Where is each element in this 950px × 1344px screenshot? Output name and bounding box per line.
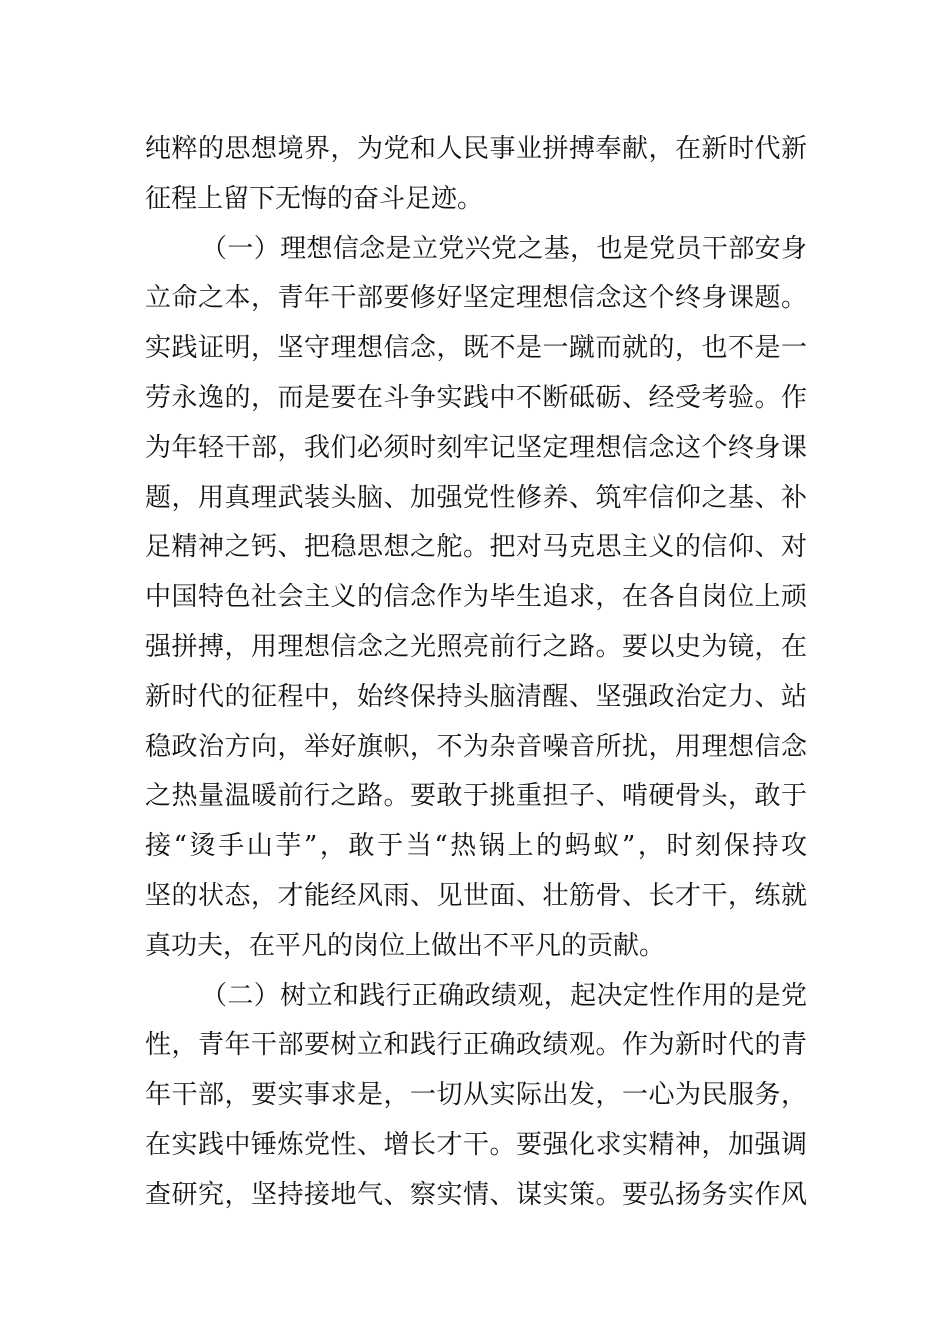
text-line: 在实践中锤炼党性、增长才干。要强化求实精神，加强调 — [145, 1129, 807, 1160]
text-line: 劳永逸的，而是要在斗争实践中不断砥砺、经受考验。作 — [145, 382, 807, 413]
text-line: 年干部，要实事求是，一切从实际出发，一心为民服务， — [145, 1080, 807, 1111]
text-line: 查研究，坚持接地气、察实情、谋实策。要弘扬务实作风 — [145, 1179, 807, 1210]
text-line: 性，青年干部要树立和践行正确政绩观。作为新时代的青 — [145, 1030, 807, 1061]
text-line: 为年轻干部，我们必须时刻牢记坚定理想信念这个终身课 — [145, 432, 807, 463]
text-line: 真功夫，在平凡的岗位上做出不平凡的贡献。 — [145, 930, 666, 961]
text-line: 纯粹的思想境界，为党和人民事业拼搏奉献，在新时代新 — [145, 134, 807, 164]
text-line: 立命之本，青年干部要修好坚定理想信念这个终身课题。 — [145, 283, 807, 314]
text-line: 征程上留下无悔的奋斗足迹。 — [145, 183, 484, 214]
paragraph-heading-line: （一）理想信念是立党兴党之基，也是党员干部安身 — [201, 233, 807, 264]
text-line: 坚的状态，才能经风雨、见世面、壮筋骨、长才干，练就 — [145, 880, 807, 911]
document-body — [145, 125, 807, 1221]
text-line: 中国特色社会主义的信念作为毕生追求，在各自岗位上顽 — [145, 582, 807, 613]
text-line: 题，用真理武装头脑、加强党性修养、筑牢信仰之基、补 — [145, 482, 807, 513]
text-line: 足精神之钙、把稳思想之舵。把对马克思主义的信仰、对 — [145, 532, 807, 563]
text-line: 强拼搏，用理想信念之光照亮前行之路。要以史为镜，在 — [145, 631, 807, 662]
text-line: 新时代的征程中，始终保持头脑清醒、坚强政治定力、站 — [145, 681, 807, 712]
paragraph-heading-line: （二）树立和践行正确政绩观，起决定性作用的是党 — [201, 980, 807, 1011]
text-line: 接“烫手山芋”，敢于当“热锅上的蚂蚁”，时刻保持攻 — [145, 831, 807, 862]
text-line: 稳政治方向，举好旗帜，不为杂音噪音所扰，用理想信念 — [145, 731, 807, 762]
text-line: 之热量温暖前行之路。要敢于挑重担子、啃硬骨头，敢于 — [145, 781, 807, 812]
text-line: 实践证明，坚守理想信念，既不是一蹴而就的，也不是一 — [145, 333, 807, 364]
